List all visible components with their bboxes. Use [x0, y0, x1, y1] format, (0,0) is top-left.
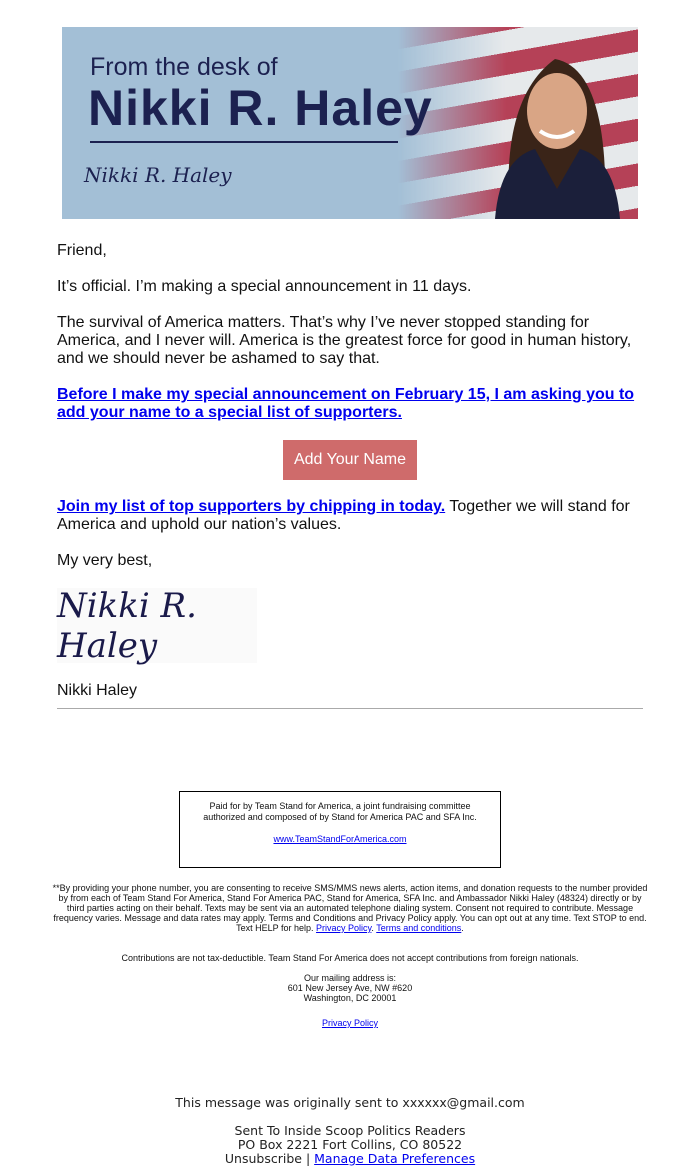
add-name-link[interactable]: Before I make my special announcement on February 15, I am asking you to add your name to a special list of supporters. [57, 386, 635, 421]
mailing-label: Our mailing address is: [303, 973, 397, 983]
banner-rule [90, 141, 398, 143]
contributions-note: Contributions are not tax-deductible. Team Stand For America does not accept contributions from foreign nationals. [121, 953, 579, 963]
header-banner [62, 27, 638, 219]
sent-to-text: This message was originally sent to xxxxxx@gmail.com [175, 1095, 525, 1110]
greeting: Friend, [57, 242, 107, 259]
paragraph-join [57, 498, 642, 534]
banner-subtitle: From the desk of [90, 53, 278, 81]
manage-preferences-link[interactable]: Manage Data Preferences [314, 1151, 476, 1166]
portrait-image [480, 39, 630, 219]
banner-signature: Nikki R. Haley [84, 163, 232, 187]
add-your-name-button[interactable]: Add Your Name [283, 440, 417, 480]
list-name: Sent To Inside Scoop Politics Readers [234, 1123, 466, 1138]
closing: My very best, [57, 552, 153, 569]
sms-disclaimer: **By providing your phone number, you are consenting to receive SMS/MMS news alerts, action items, and donation requests to the number provided by from each of Team Stand For America, Stand For America PAC, Stand for America, SFA Inc. and Ambassador Nikki Haley (48324) directly or by third parties acting on their behalf. Texts may be sent via an automated telephone dialing system. Consent not required to contribute. Message frequency varies. Message and data rates may apply. Terms and Conditions and Privacy Policy apply. You can opt out at any time. Text STOP to end. Text HELP for help. Privacy Policy. Terms and conditions. [52, 883, 648, 933]
sms-text: **By providing your phone number, you are consenting to receive SMS/MMS news alerts, action items, and donation requests to the number provided by from each of Team Stand For America, Stand For America PAC, Stand for America, SFA Inc. and Ambassador Nikki Haley (48324) directly or by third parties acting on their behalf. Texts may be sent via an automated telephone dialing system. Consent not required to contribute. Message frequency varies. Message and data rates may apply. Terms and Conditions and Privacy Policy apply. You can opt out at any time. Text STOP to end. Text HELP for help. [52, 883, 648, 933]
website-link[interactable]: www.TeamStandForAmerica.com [273, 834, 407, 844]
paid-for-box [179, 791, 501, 868]
banner-name: Nikki R. Haley [88, 80, 433, 136]
privacy-policy-link[interactable]: Privacy Policy [321, 1018, 378, 1028]
separator: | [301, 1151, 315, 1166]
footer-links [0, 1151, 700, 1166]
divider [57, 708, 643, 709]
unsubscribe-link[interactable]: Unsubscribe [224, 1151, 302, 1166]
terms-link[interactable]: Terms and conditions [376, 923, 462, 933]
paragraph-announcement: It’s official. I’m making a special announcement in 11 days. [57, 278, 472, 295]
postal-address: PO Box 2221 Fort Collins, CO 80522 [237, 1137, 463, 1152]
paragraph-survival: The survival of America matters. That’s why I’ve never stopped standing for America, and I never will. America is the greatest force for good in human history, and we should never be ashamed to say that. [57, 314, 632, 367]
mailing-address-1: 601 New Jersey Ave, NW #620 [287, 983, 413, 993]
chip-in-link[interactable]: Join my list of top supporters by chipping in today. [57, 498, 446, 515]
mailing-address-2: Washington, DC 20001 [303, 993, 397, 1003]
paragraph-join-text: Together we will stand for America and uphold our nation’s values. [57, 498, 630, 533]
signature-image: Nikki R. Haley [57, 588, 257, 663]
signoff-name: Nikki Haley [57, 682, 138, 699]
sms-privacy-link[interactable]: Privacy Policy [316, 923, 372, 933]
paid-for-text: Paid for by Team Stand for America, a joint fundraising committee authorized and composed of by Stand for America PAC and SFA Inc. [203, 801, 477, 822]
